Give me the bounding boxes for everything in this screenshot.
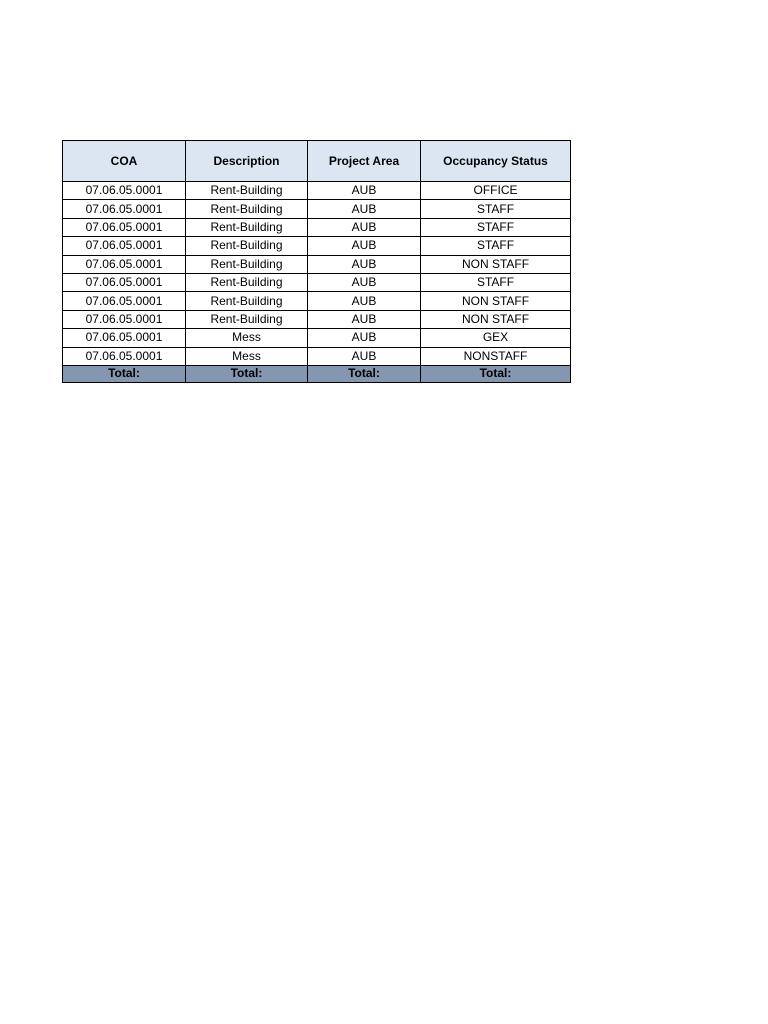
header-coa: COA [63, 141, 186, 182]
table-footer [63, 365, 571, 382]
cell-project-area: AUB [308, 329, 421, 347]
cell-description: Rent-Building [186, 200, 308, 218]
cell-description: Rent-Building [186, 218, 308, 236]
table-row [63, 292, 571, 310]
cell-description: Rent-Building [186, 237, 308, 255]
table-row [63, 273, 571, 291]
cell-project-area: AUB [308, 237, 421, 255]
cell-description: Rent-Building [186, 255, 308, 273]
table-row [63, 310, 571, 328]
cell-occupancy-status: OFFICE [421, 182, 571, 200]
cell-description: Mess [186, 329, 308, 347]
occupancy-table [62, 140, 571, 383]
cell-occupancy-status: NONSTAFF [421, 347, 571, 365]
header-description: Description [186, 141, 308, 182]
cell-project-area: AUB [308, 347, 421, 365]
cell-description: Rent-Building [186, 292, 308, 310]
cell-occupancy-status: NON STAFF [421, 292, 571, 310]
cell-description: Mess [186, 347, 308, 365]
cell-description: Rent-Building [186, 273, 308, 291]
table-row [63, 329, 571, 347]
cell-project-area: AUB [308, 182, 421, 200]
cell-occupancy-status: STAFF [421, 218, 571, 236]
table-row [63, 182, 571, 200]
cell-occupancy-status: STAFF [421, 237, 571, 255]
cell-occupancy-status: NON STAFF [421, 310, 571, 328]
total-cell-coa: Total: [63, 365, 186, 382]
table-row [63, 237, 571, 255]
table-row [63, 218, 571, 236]
cell-occupancy-status: GEX [421, 329, 571, 347]
total-cell-occupancy-status: Total: [421, 365, 571, 382]
cell-occupancy-status: NON STAFF [421, 255, 571, 273]
total-cell-project-area: Total: [308, 365, 421, 382]
cell-coa: 07.06.05.0001 [63, 182, 186, 200]
cell-occupancy-status: STAFF [421, 200, 571, 218]
cell-project-area: AUB [308, 273, 421, 291]
cell-project-area: AUB [308, 292, 421, 310]
table-header [63, 141, 571, 182]
cell-coa: 07.06.05.0001 [63, 237, 186, 255]
header-occupancy-status: Occupancy Status [421, 141, 571, 182]
cell-coa: 07.06.05.0001 [63, 292, 186, 310]
cell-coa: 07.06.05.0001 [63, 329, 186, 347]
cell-coa: 07.06.05.0001 [63, 273, 186, 291]
cell-description: Rent-Building [186, 310, 308, 328]
cell-project-area: AUB [308, 255, 421, 273]
cell-description: Rent-Building [186, 182, 308, 200]
cell-project-area: AUB [308, 218, 421, 236]
table-body [63, 182, 571, 366]
total-row [63, 365, 571, 382]
table-row [63, 255, 571, 273]
cell-project-area: AUB [308, 200, 421, 218]
cell-coa: 07.06.05.0001 [63, 310, 186, 328]
header-project-area: Project Area [308, 141, 421, 182]
cell-coa: 07.06.05.0001 [63, 255, 186, 273]
table-row [63, 347, 571, 365]
cell-occupancy-status: STAFF [421, 273, 571, 291]
cell-coa: 07.06.05.0001 [63, 200, 186, 218]
header-row [63, 141, 571, 182]
cell-project-area: AUB [308, 310, 421, 328]
cell-coa: 07.06.05.0001 [63, 218, 186, 236]
table-row [63, 200, 571, 218]
total-cell-description: Total: [186, 365, 308, 382]
cell-coa: 07.06.05.0001 [63, 347, 186, 365]
